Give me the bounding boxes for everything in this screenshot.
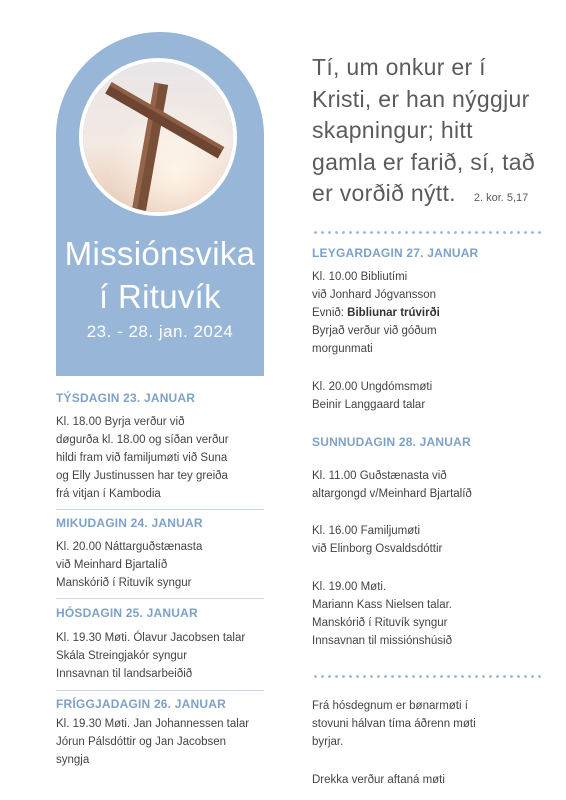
quote-reference: 2. kor. 5,17 xyxy=(473,192,529,204)
thursday-line: Skála Streingjakór syngur xyxy=(56,650,188,662)
tuesday-line: døgurða kl. 18.00 og síðan verður xyxy=(56,434,229,446)
saturday-line: við Jonhard Jógvansson xyxy=(312,289,437,301)
wednesday-line: við Meinhard Bjartalíð xyxy=(56,559,168,571)
event-title-line2: í Rituvík xyxy=(99,278,221,315)
note-line: byrjar. xyxy=(312,736,344,748)
sunday-line: við Elinborg Osvaldsdóttir xyxy=(312,543,443,555)
topic-title: Bibliunar trúvirði xyxy=(347,307,440,319)
bible-quote xyxy=(312,52,548,215)
event-dates: 23. - 28. jan. 2024 xyxy=(86,322,234,341)
friday-line: Kl. 19.30 Møti. Jan Johannessen talar xyxy=(56,718,250,730)
saturday-line: Byrjað verður við góðum xyxy=(312,325,437,337)
section-divider xyxy=(56,509,264,510)
cross-photo xyxy=(79,58,237,216)
dotted-divider xyxy=(312,231,542,234)
saturday-line: morgunmati xyxy=(312,343,373,355)
tuesday-line: hildi fram við familjumøti við Suna xyxy=(56,452,228,464)
wednesday-line: Manskórið í Rituvík syngur xyxy=(56,577,192,589)
friday-line: Jórun Pálsdóttir og Jan Jacobsen xyxy=(56,736,227,748)
dotted-divider xyxy=(312,675,542,678)
tuesday-line: og Elly Justinussen har tey greiða xyxy=(56,470,228,482)
thursday-line: Innsavnan til landsarbeiðið xyxy=(56,668,193,680)
note-line: Drekka verður aftaná møti xyxy=(312,774,445,786)
quote-line: Kristi, er han nýggjur xyxy=(312,85,530,112)
wednesday-line: Kl. 20.00 Náttarguðstænasta xyxy=(56,541,203,553)
quote-line: gamla er farið, sí, tað xyxy=(312,148,535,175)
quote-line: skapningur; hitt xyxy=(312,117,473,143)
saturday-line: Beinir Langgaard talar xyxy=(312,399,426,411)
quote-line-text: er vorðið nýtt. xyxy=(312,180,456,206)
sunday-line: Kl. 19.00 Møti. xyxy=(312,581,387,593)
heading-friday: FRÍGGJADAGIN 26. JANUAR xyxy=(56,697,226,711)
event-title-line1: Missiónsvika xyxy=(64,235,256,272)
cross-image xyxy=(83,62,233,212)
tuesday-line: Kl. 18.00 Byrja verður við xyxy=(56,416,185,428)
sunday-line: Kl. 11.00 Guðstænasta við xyxy=(312,470,447,482)
saturday-topic xyxy=(312,304,440,322)
sunday-line: altargongd v/Meinhard Bjartalíð xyxy=(312,488,472,500)
sunday-line: Kl. 16.00 Familjumøti xyxy=(312,525,421,537)
heading-sunday: SUNNUDAGIN 28. JANUAR xyxy=(312,435,471,449)
friday-line: syngja xyxy=(56,754,90,766)
thursday-line: Kl. 19.30 Møti. Ólavur Jacobsen talar xyxy=(56,632,246,644)
sunday-line: Manskórið í Rituvík syngur xyxy=(312,617,448,629)
saturday-line: Kl. 10.00 Bibliutími xyxy=(312,271,408,283)
sunday-line: Mariann Kass Nielsen talar. xyxy=(312,599,452,611)
quote-line xyxy=(312,178,548,215)
sunday-line: Innsavnan til missiónshúsið xyxy=(312,635,452,647)
heading-thursday: HÓSDAGIN 25. JANUAR xyxy=(56,606,198,620)
saturday-line: Kl. 20.00 Ungdómsmøti xyxy=(312,381,433,393)
note-line: Frá hósdegnum er bønarmøti í xyxy=(312,700,468,712)
section-divider xyxy=(56,690,264,691)
heading-saturday: LEYGARDAGIN 27. JANUAR xyxy=(312,246,479,260)
heading-tuesday: TÝSDAGIN 23. JANUAR xyxy=(56,391,196,405)
note-line: stovuni hálvan tíma áðrenn møti xyxy=(312,718,476,730)
topic-label: Evnið: xyxy=(312,307,348,319)
section-divider xyxy=(56,598,264,599)
heading-wednesday: MIKUDAGIN 24. JANUAR xyxy=(56,516,203,530)
quote-line: Tí, um onkur er í xyxy=(312,54,486,80)
tuesday-line: frá vitjan í Kambodia xyxy=(56,488,161,500)
